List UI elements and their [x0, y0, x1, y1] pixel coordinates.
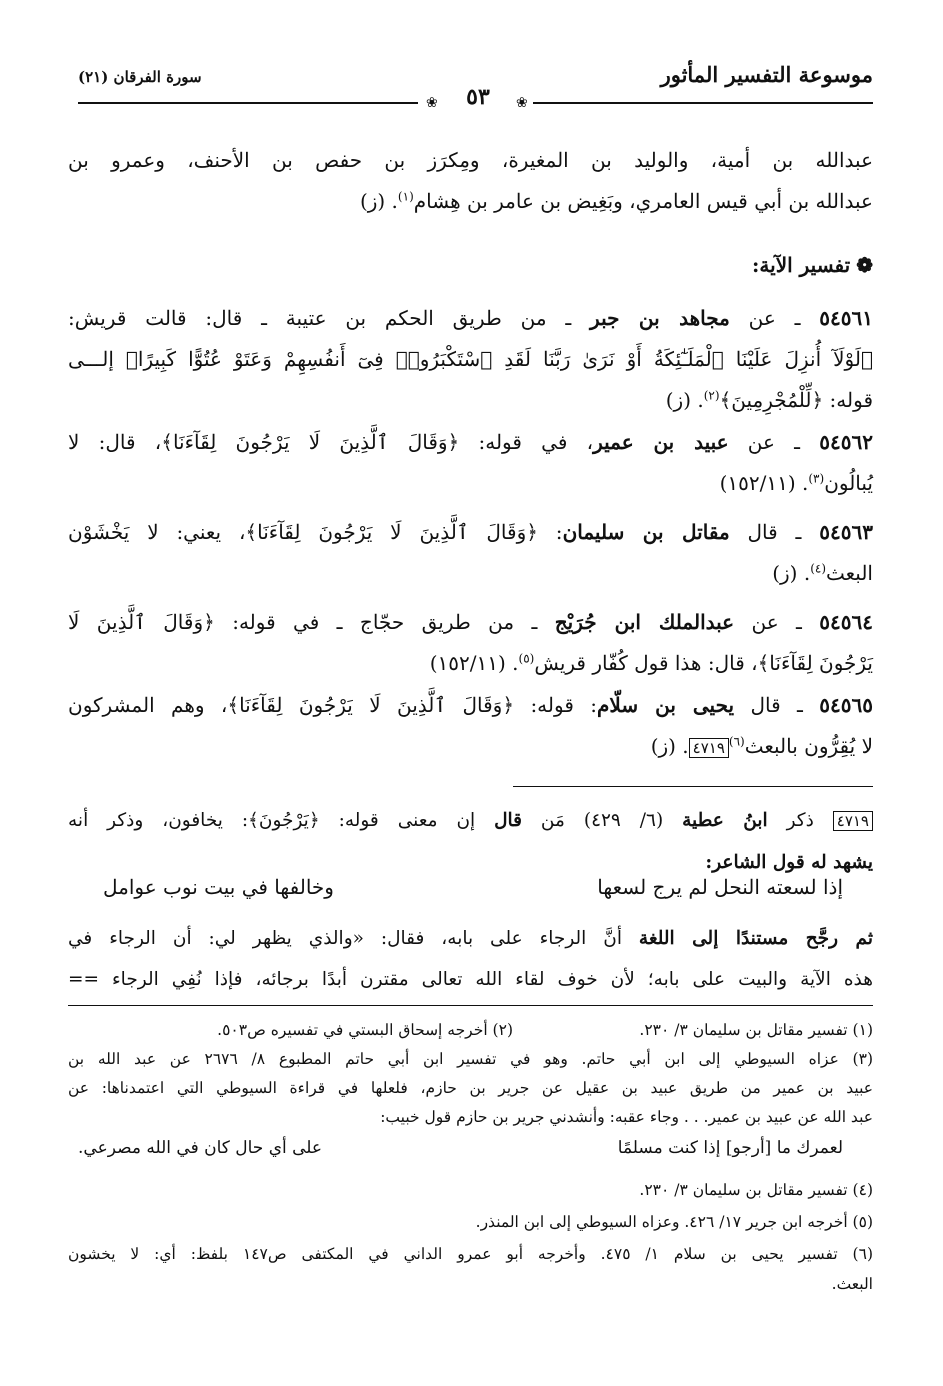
entry-number: ٥٤٥٦٣: [819, 520, 873, 544]
text-line: ٥٤٥٦٥ ـ قال يحيى بن سلّام: قوله: ﴿وَقَالَ ٱلَّذِينَ لَا يَرْجُونَ لِقَآءَنَا﴾، وهم المشركون: [68, 693, 873, 717]
footnote: (٦) تفسير يحيى بن سلام ١/ ٤٧٥. وأخرجه أبو عمرو الداني في المكتفى ص١٤٧ بلفظ: أي: لا يخشون: [68, 1245, 873, 1263]
hemistich-second: وخالفها في بيت نوب عوامل: [103, 875, 334, 899]
footnote-ref[interactable]: (١): [397, 189, 414, 204]
section-title: ❁تفسير الآية:: [752, 253, 873, 277]
text-line: يشهد له قول الشاعر:: [705, 852, 873, 873]
poem-hemistich: على أي حال كان في الله مصرعي.: [78, 1138, 323, 1158]
scholar-name: ابنُ عطية: [682, 810, 768, 831]
footnote-ref[interactable]: (٦): [728, 734, 745, 749]
quran-line: ﴿لَوْلَآ أُنزِلَ عَلَيْنَا ٱلْمَلَـٰٓئِكَةُ أَوْ نَرَىٰ رَبَّنَا لَقَدِ ٱسْتَكْبَرُوا۟ فِىٓ أَنفُسِهِمْ وَعَتَوْ عُتُوًّا كَبِيرًا﴾ إلـــى: [68, 347, 873, 371]
footnote-ref[interactable]: (٢): [703, 388, 720, 403]
narrator-name: عبيد بن عمير: [593, 430, 729, 454]
page-number: ٥٣: [466, 84, 490, 110]
entry-number: ٥٤٥٦١: [819, 306, 873, 330]
page-header: [78, 60, 873, 111]
header-rule-right: [533, 102, 873, 104]
header-rule-left: [78, 102, 418, 104]
commentary-continued: [68, 918, 873, 1000]
commentary-number-box: ٤٧١٩: [833, 811, 873, 831]
text-line: عبدالله بن أمية، والوليد بن المغيرة، ومِكرَز بن حفص بن الأحنف، وعمرو بن: [68, 148, 873, 172]
narrator-name: عبدالملك ابن جُرَيْج: [554, 610, 735, 634]
footnote-line: البعث.: [831, 1275, 873, 1293]
footnote-separator: [68, 1005, 873, 1006]
text-line: يُبالُون$^{(٣)}$. (١٥٢/١١): [719, 471, 873, 495]
ornament-icon: ❀: [426, 95, 438, 111]
text-line: يَرْجُونَ لِقَآءَنَا﴾، قال: هذا قول كُفّار قريش$^{(٥)}$. (١٥٢/١١): [429, 651, 873, 675]
text-line: عبدالله بن أبي قيس العامري، وبَغِيض بن عامر بن هِشام$^{(١)}$. (ز): [359, 189, 873, 213]
separator: [513, 786, 873, 787]
footnote-ref[interactable]: (٣): [808, 471, 825, 486]
entry-number: ٥٤٥٦٤: [819, 610, 873, 634]
commentary-ref-box[interactable]: ٤٧١٩: [689, 738, 729, 758]
entry: [68, 422, 873, 504]
text-line: ٤٧١٩ ذكر ابنُ عطية (٦/ ٤٢٩) مَن قال إن معنى قوله: ﴿يَرْجُونَ﴾: يخافون، وذكر أنه: [68, 800, 873, 842]
text-line: ٥٤٥٦٢ ـ عن عبيد بن عمير، في قوله: ﴿وَقَالَ ٱلَّذِينَ لَا يَرْجُونَ لِقَآءَنَا﴾، قال: لا: [68, 430, 873, 454]
text-line: ثم رجَّح مستندًا إلى اللغة أنَّ الرجاء على بابه، فقال: «والذي يظهر لي: أن الرجاء في: [68, 928, 873, 949]
text-line: لا يُقِرُّون بالبعث$^{(٦)}$٤٧١٩. (ز): [650, 734, 873, 758]
footnote-line: عبد الله عن عبيد بن عمير. . . وجاء عقبه: وأنشدني جرير بن حازم قول خبيب:: [380, 1108, 873, 1126]
ornament-icon: ❀: [516, 95, 528, 111]
text-line: هذه الآية والبيت على بابه؛ لأن خوف لقاء الله تعالى مقترن أبدًا برجائه، فإذا نُفِي الرجاء ==: [68, 969, 873, 990]
footnote: (٢) أخرجه إسحاق البستي في تفسيره ص٥٠٣.: [217, 1021, 513, 1039]
poem-hemistich: لعمرك ما [أرجو] إذا كنت مسلمًا: [617, 1138, 843, 1158]
hemistich-first: إذا لسعته النحل لم يرج لسعها: [597, 875, 843, 899]
surah-name: سورة الفرقان (٢١): [78, 68, 202, 86]
narrator-name: مقاتل بن سليمان: [562, 520, 730, 544]
narrator-name: مجاهد بن جبر: [590, 306, 730, 330]
text-line: البعث$^{(٤)}$. (ز): [772, 561, 873, 585]
entry: [68, 512, 873, 594]
entry: [68, 298, 873, 421]
entry: [68, 685, 873, 769]
entry-number: ٥٤٥٦٢: [819, 430, 873, 454]
footnote-ref[interactable]: (٥): [518, 651, 535, 666]
footnote-ref[interactable]: (٤): [810, 561, 827, 576]
flower-icon: ❁: [856, 253, 873, 277]
text-line: قوله: ﴿لِّلْمُجْرِمِينَ﴾$^{(٢)}$. (ز): [665, 388, 873, 412]
footnote: (٤) تفسير مقاتل بن سليمان ٣/ ٢٣٠.: [639, 1181, 873, 1199]
text-line: ٥٤٥٦٣ ـ قال مقاتل بن سليمان: ﴿وَقَالَ ٱلَّذِينَ لَا يَرْجُونَ لِقَآءَنَا﴾، يعني: لا يَخْشَوْن: [68, 520, 873, 544]
footnote-line: عبيد بن عمير من طريق عبيد بن عقيل عن جرير بن حازم، فلعلها في قراءة السيوطي التي اعتمدناها: عن: [68, 1079, 873, 1097]
narrator-name: يحيى بن سلّام: [597, 693, 735, 717]
intro-paragraph: [68, 140, 873, 222]
commentary: [68, 800, 873, 883]
book-title: موسوعة التفسير المأثور: [660, 62, 873, 87]
text-line: ٥٤٥٦٤ ـ عن عبدالملك ابن جُرَيْج ـ من طريق حجّاج ـ في قوله: ﴿وَقَالَ ٱلَّذِينَ لَا: [68, 610, 873, 634]
text-line: ٥٤٥٦١ ـ عن مجاهد بن جبر ـ من طريق الحكم بن عتيبة ـ قال: قالت قريش:: [68, 306, 873, 330]
entry-number: ٥٤٥٦٥: [819, 693, 873, 717]
footnote: (١) تفسير مقاتل بن سليمان ٣/ ٢٣٠.: [639, 1021, 873, 1039]
footnote: (٣) عزاه السيوطي إلى ابن أبي حاتم. وهو في تفسير ابن أبي حاتم المطبوع ٨/ ٢٦٧٦ عن عبد الله بن: [68, 1050, 873, 1068]
footnote: (٥) أخرجه ابن جرير ١٧/ ٤٢٦. وعزاه السيوطي إلى ابن المنذر.: [475, 1213, 873, 1231]
entry: [68, 602, 873, 684]
